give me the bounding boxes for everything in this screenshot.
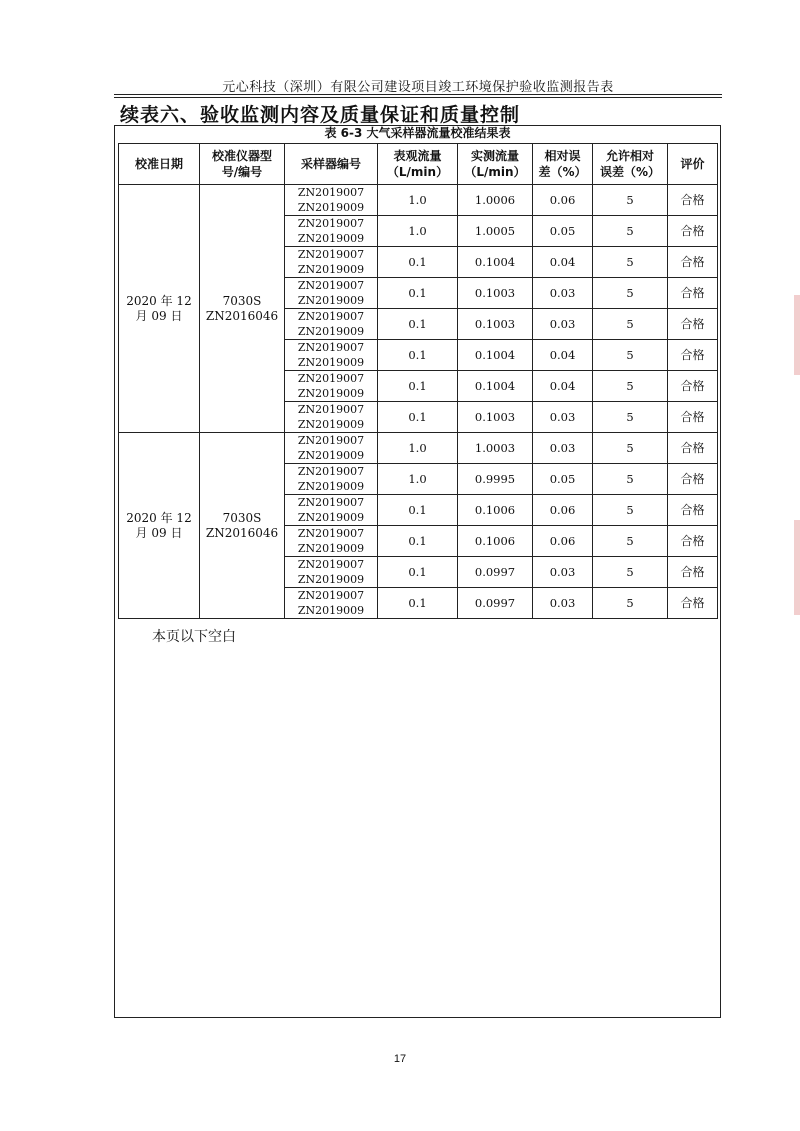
measured-flow-cell: 0.9995 — [458, 464, 533, 495]
table-row — [119, 433, 718, 464]
seal-stamp-edge — [794, 295, 800, 375]
measured-flow-cell: 1.0003 — [458, 433, 533, 464]
evaluation-cell: 合格 — [668, 557, 718, 588]
sampler-id-cell: ZN2019007 ZN2019009 — [285, 526, 378, 557]
sampler-id-cell: ZN2019007 ZN2019009 — [285, 433, 378, 464]
sampler-id-cell: ZN2019007 ZN2019009 — [285, 464, 378, 495]
relative-error-cell: 0.03 — [533, 588, 593, 619]
allowed-error-cell: 5 — [593, 495, 668, 526]
evaluation-cell: 合格 — [668, 402, 718, 433]
nominal-flow-cell: 0.1 — [378, 340, 458, 371]
measured-flow-cell: 1.0005 — [458, 216, 533, 247]
calibration-table — [118, 143, 718, 619]
relative-error-cell: 0.03 — [533, 309, 593, 340]
evaluation-cell: 合格 — [668, 309, 718, 340]
evaluation-cell: 合格 — [668, 340, 718, 371]
measured-flow-cell: 0.1006 — [458, 495, 533, 526]
sampler-id-cell: ZN2019007 ZN2019009 — [285, 495, 378, 526]
nominal-flow-cell: 0.1 — [378, 526, 458, 557]
relative-error-cell: 0.03 — [533, 433, 593, 464]
calibration-date-cell: 2020 年 12 月 09 日 — [119, 433, 200, 619]
sampler-id-cell: ZN2019007 ZN2019009 — [285, 588, 378, 619]
instrument-cell: 7030S ZN2016046 — [200, 185, 285, 433]
relative-error-cell: 0.05 — [533, 216, 593, 247]
col-header-instrument: 校准仪器型 号/编号 — [200, 144, 285, 185]
evaluation-cell: 合格 — [668, 464, 718, 495]
col-header-relative-error: 相对误 差（%） — [533, 144, 593, 185]
sampler-id-cell: ZN2019007 ZN2019009 — [285, 340, 378, 371]
nominal-flow-cell: 0.1 — [378, 371, 458, 402]
measured-flow-cell: 0.0997 — [458, 588, 533, 619]
allowed-error-cell: 5 — [593, 371, 668, 402]
allowed-error-cell: 5 — [593, 588, 668, 619]
col-header-nominal-flow: 表观流量 （L/min） — [378, 144, 458, 185]
measured-flow-cell: 0.1004 — [458, 371, 533, 402]
measured-flow-cell: 0.1003 — [458, 402, 533, 433]
header-rule — [114, 94, 722, 95]
relative-error-cell: 0.04 — [533, 371, 593, 402]
measured-flow-cell: 1.0006 — [458, 185, 533, 216]
nominal-flow-cell: 0.1 — [378, 247, 458, 278]
col-header-evaluation: 评价 — [668, 144, 718, 185]
measured-flow-cell: 0.0997 — [458, 557, 533, 588]
evaluation-cell: 合格 — [668, 247, 718, 278]
table-caption: 表 6-3 大气采样器流量校准结果表 — [324, 126, 511, 140]
nominal-flow-cell: 1.0 — [378, 185, 458, 216]
nominal-flow-cell: 0.1 — [378, 495, 458, 526]
allowed-error-cell: 5 — [593, 216, 668, 247]
evaluation-cell: 合格 — [668, 185, 718, 216]
evaluation-cell: 合格 — [668, 526, 718, 557]
relative-error-cell: 0.04 — [533, 340, 593, 371]
allowed-error-cell: 5 — [593, 402, 668, 433]
sampler-id-cell: ZN2019007 ZN2019009 — [285, 371, 378, 402]
seal-stamp-edge — [794, 520, 800, 615]
relative-error-cell: 0.03 — [533, 402, 593, 433]
sampler-id-cell: ZN2019007 ZN2019009 — [285, 247, 378, 278]
col-header-allowed-error: 允许相对 误差（%） — [593, 144, 668, 185]
sampler-id-cell: ZN2019007 ZN2019009 — [285, 309, 378, 340]
evaluation-cell: 合格 — [668, 588, 718, 619]
col-header-measured-flow: 实测流量 （L/min） — [458, 144, 533, 185]
relative-error-cell: 0.05 — [533, 464, 593, 495]
table-body — [119, 185, 718, 619]
sampler-id-cell: ZN2019007 ZN2019009 — [285, 402, 378, 433]
measured-flow-cell: 0.1004 — [458, 247, 533, 278]
relative-error-cell: 0.06 — [533, 495, 593, 526]
relative-error-cell: 0.04 — [533, 247, 593, 278]
col-header-sampler: 采样器编号 — [285, 144, 378, 185]
allowed-error-cell: 5 — [593, 557, 668, 588]
table-header-row — [119, 144, 718, 185]
nominal-flow-cell: 1.0 — [378, 433, 458, 464]
nominal-flow-cell: 1.0 — [378, 216, 458, 247]
evaluation-cell: 合格 — [668, 495, 718, 526]
instrument-cell: 7030S ZN2016046 — [200, 433, 285, 619]
allowed-error-cell: 5 — [593, 185, 668, 216]
evaluation-cell: 合格 — [668, 371, 718, 402]
relative-error-cell: 0.03 — [533, 278, 593, 309]
sampler-id-cell: ZN2019007 ZN2019009 — [285, 557, 378, 588]
relative-error-cell: 0.03 — [533, 557, 593, 588]
col-header-date: 校准日期 — [119, 144, 200, 185]
sampler-id-cell: ZN2019007 ZN2019009 — [285, 216, 378, 247]
blank-page-note: 本页以下空白 — [152, 629, 236, 645]
section-title: 续表六、验收监测内容及质量保证和质量控制 — [120, 104, 521, 126]
nominal-flow-cell: 0.1 — [378, 557, 458, 588]
table-row — [119, 185, 718, 216]
allowed-error-cell: 5 — [593, 309, 668, 340]
relative-error-cell: 0.06 — [533, 526, 593, 557]
nominal-flow-cell: 0.1 — [378, 402, 458, 433]
allowed-error-cell: 5 — [593, 278, 668, 309]
allowed-error-cell: 5 — [593, 433, 668, 464]
report-header: 元心科技（深圳）有限公司建设项目竣工环境保护验收监测报告表 — [222, 80, 614, 95]
sampler-id-cell: ZN2019007 ZN2019009 — [285, 185, 378, 216]
evaluation-cell: 合格 — [668, 278, 718, 309]
header-rule-thin — [114, 97, 722, 98]
nominal-flow-cell: 0.1 — [378, 309, 458, 340]
measured-flow-cell: 0.1006 — [458, 526, 533, 557]
allowed-error-cell: 5 — [593, 247, 668, 278]
evaluation-cell: 合格 — [668, 216, 718, 247]
allowed-error-cell: 5 — [593, 340, 668, 371]
relative-error-cell: 0.06 — [533, 185, 593, 216]
measured-flow-cell: 0.1003 — [458, 309, 533, 340]
allowed-error-cell: 5 — [593, 526, 668, 557]
measured-flow-cell: 0.1003 — [458, 278, 533, 309]
allowed-error-cell: 5 — [593, 464, 668, 495]
nominal-flow-cell: 0.1 — [378, 278, 458, 309]
nominal-flow-cell: 1.0 — [378, 464, 458, 495]
evaluation-cell: 合格 — [668, 433, 718, 464]
page-number: 17 — [393, 1053, 407, 1065]
calibration-date-cell: 2020 年 12 月 09 日 — [119, 185, 200, 433]
measured-flow-cell: 0.1004 — [458, 340, 533, 371]
nominal-flow-cell: 0.1 — [378, 588, 458, 619]
sampler-id-cell: ZN2019007 ZN2019009 — [285, 278, 378, 309]
